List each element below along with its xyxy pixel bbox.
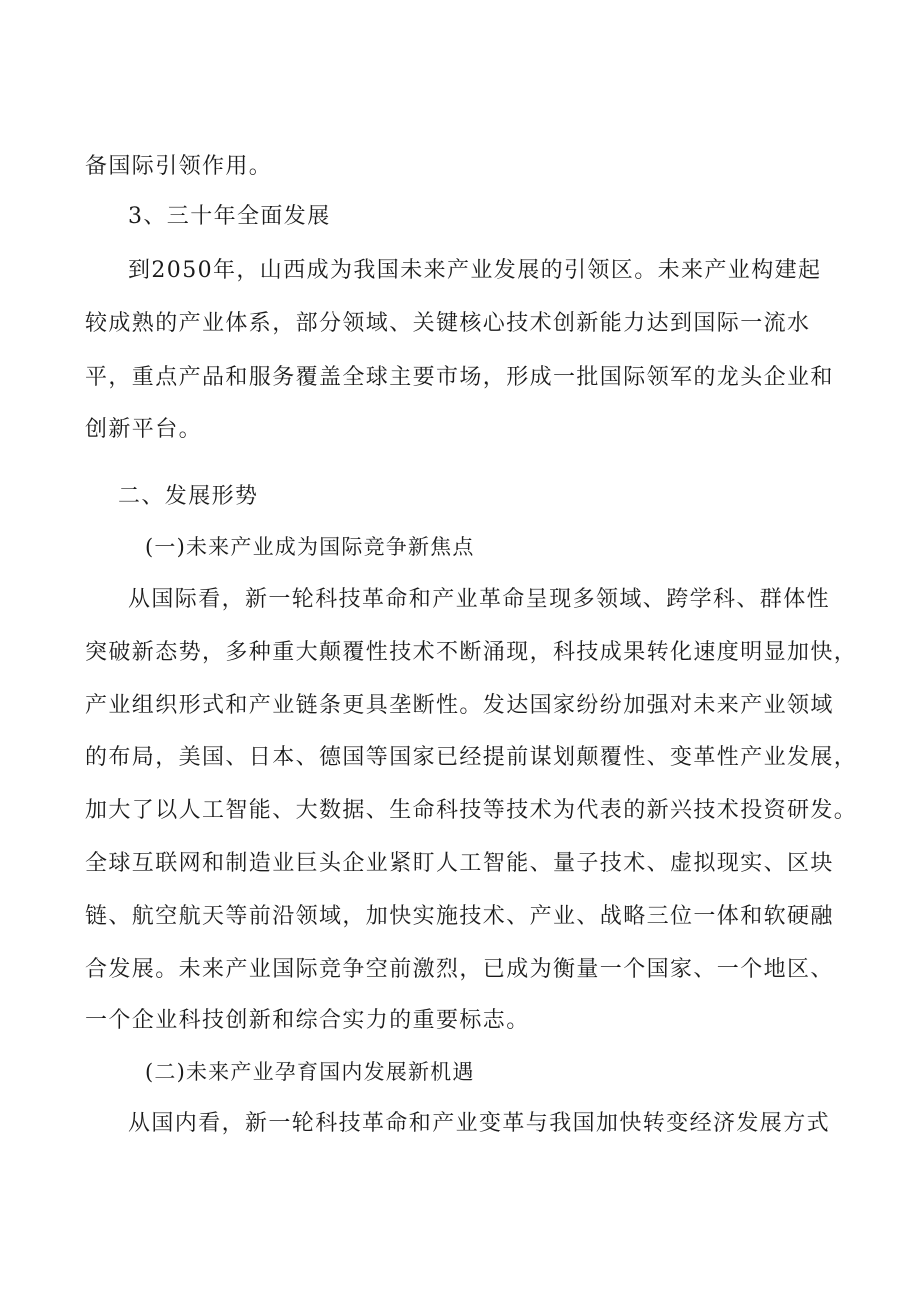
subsection-heading: (一)未来产业成为国际竞争新焦点: [145, 535, 475, 559]
paragraph-line: 一个企业科技创新和综合实力的重要标志。: [85, 1008, 530, 1033]
paragraph-line: 全球互联网和制造业巨头企业紧盯人工智能、量子技术、虚拟现实、区块: [85, 851, 834, 876]
subsection-heading: (二)未来产业孕育国内发展新机遇: [145, 1060, 475, 1084]
paragraph-line: 产业组织形式和产业链条更具垄断性。发达国家纷纷加强对未来产业领域: [85, 693, 834, 718]
paragraph-line: 加大了以人工智能、大数据、生命科技等技术为代表的新兴技术投资研发。: [85, 798, 858, 823]
paragraph-line: 从国际看，新一轮科技革命和产业革命呈现多领域、跨学科、群体性: [128, 587, 831, 612]
paragraph-line: 备国际引领作用。: [85, 154, 273, 179]
paragraph-line: 平，重点产品和服务覆盖全球主要市场，形成一批国际领军的龙头企业和: [85, 365, 834, 390]
section-heading: 3、三十年全面发展: [128, 204, 331, 229]
paragraph-line: 链、航空航天等前沿领域，加快实施技术、产业、战略三位一体和软硬融: [85, 904, 834, 929]
paragraph-line: 的布局，美国、日本、德国等国家已经提前谋划颠覆性、变革性产业发展，: [85, 745, 858, 770]
paragraph-line: 突破新态势，多种重大颠覆性技术不断涌现，科技成果转化速度明显加快，: [85, 640, 858, 665]
paragraph-line: 到2050年，山西成为我国未来产业发展的引领区。未来产业构建起: [128, 258, 822, 283]
paragraph-line: 合发展。未来产业国际竞争空前激烈，已成为衡量一个国家、一个地区、: [85, 957, 834, 982]
paragraph-line: 从国内看，新一轮科技革命和产业变革与我国加快转变经济发展方式: [128, 1111, 831, 1136]
paragraph-line: 较成熟的产业体系，部分领域、关键核心技术创新能力达到国际一流水: [85, 311, 811, 336]
section-heading: 二、发展形势: [118, 484, 259, 509]
paragraph-line: 创新平台。: [85, 417, 203, 442]
